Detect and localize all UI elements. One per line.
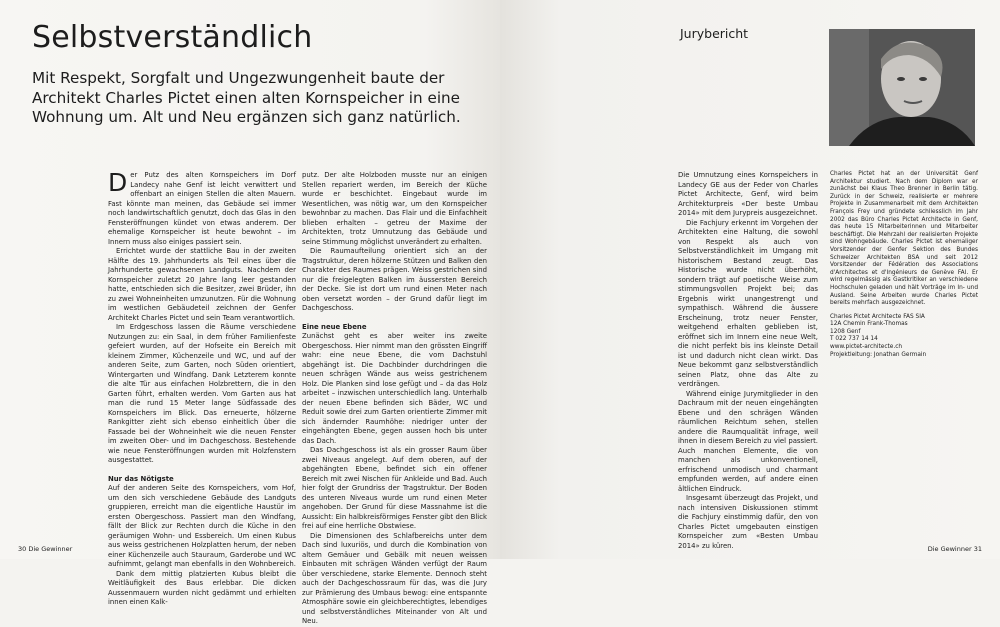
paragraph (108, 168, 296, 247)
paragraph: Im Erdgeschoss lassen die Räume verschiedene Nutzungen zu: ein Saal, in dem früher Familienfeste gefeiert wurden, auf der Hofseite ein Bereich mit kleinem Zimmer, Küchenzeile und WC, und auf der anderen Seite, zum Garten, noch Süden orientiert, Wintergarten und Windfang. Dank Letzterem konnte die alte Tür aus einfachen Holzbrettern, die in den Garten führt, erhalten werden. Vom Garten aus hat man die rund 15 Meter lange Südfassade des Kornspeichers im Blick. Das erneuerte, hölzerne Rankgitter zieht sich ebenso einheitlich über die Fassade bei der Wohneinheit wie die neuen Fenster im zweiten Ober- und im Dachgeschoss. Bestehende wie neue Fensteröffnungen wurden mit Holzfenstern ausgestattet. (108, 323, 296, 464)
jury-text-column (678, 171, 818, 551)
spacer (108, 466, 296, 471)
phone-line: T 022 737 14 14 (830, 336, 878, 343)
text-column-1 (108, 168, 296, 608)
address-line: 1208 Genf (830, 328, 861, 335)
page-footer-right: Die Gewinner 31 (927, 545, 982, 553)
paragraph: Das Dachgeschoss ist als ein grosser Raum über zwei Niveaus angelegt. Auf dem oberen, auf der abgehängten Ebene, befindet sich ein offener Bereich mit zwei Nischen für Ankleide und Bad. Auch hier folgt der Grundriss der Tragstruktur. Der Boden des unteren Niveaus wurde um rund einen Meter angehoben. Der Grund für diese Massnahme ist die Aussicht: Ein halbkreisförmiges Fenster gibt den Blick frei auf eine herrliche Obstwiese. (302, 446, 487, 530)
bio-paragraph: Charles Pictet hat an der Universität Genf Architektur studiert. Nach dem Diplom war er zunächst bei Klaus Theo Brenner in Berlin tätig. Zurück in der Schweiz, realisierte er mehrere Projekte in Zusammenarbeit mit dem Architekten François Frey und gründete schliesslich im Jahr 2002 das Büro Charles Pictet Architecte in Genf, das heute 15 Mitarbeiterinnen und Mitarbeiter beschäftigt. Die Mehrzahl der realisierten Projekte sind Wohngebäude. Charles Pictet ist ehemaliger Vorsitzender der Genfer Sektion des Bundes Schweizer Architekten BSA und seit 2012 Vorsitzender der Fédération des Associations d'Architectes et d'Ingénieurs de Genève FAI. Er wird regelmässig als Gastkritiker an verschiedene Hochschulen geladen und hält Vorträge im In- und Ausland. Seine Arbeiten wurde Charles Pictet bereits mehrfach ausgezeichnet. (830, 171, 978, 307)
right-page (500, 0, 1000, 559)
spacer (302, 314, 487, 319)
project-lead-line: Projektleitung: Jonathan Germain (830, 351, 927, 358)
text-column-2 (302, 171, 487, 627)
address-block (830, 314, 978, 360)
paragraph: putz. Der alte Holzboden musste nur an einigen Stellen repariert werden, im Bereich der Küche wurde er beschichtet. Eingebaut wurde im Wesentlichen, was nötig war, um den Kornspeicher bewohnbar zu machen. Das Flair und die Einfachheit blieben erhalten – getreu der Maxime der Architekten, trotz Umnutzung das Gebäude und seine Stimmung möglichst unverändert zu erhalten. (302, 171, 487, 246)
drop-cap: D (108, 168, 128, 197)
paragraph: Auf der anderen Seite des Kornspeichers, vom Hof, um den sich verschiedene Gebäude des Landguts gruppieren, erreicht man die eigentliche Haustür im ersten Obergeschoss. Passiert man den Windfang, fällt der Blick zur Rechten durch die Küche in den geräumigen Wohn- und Essbereich. Um einen Kubus aus weiss gestrichenen Holzplatten herum, der neben einer Küchenzeile auch Stauraum, Garderobe und WC aufnimmt, gelangt man ebenfalls in den Wohnbereich. (108, 484, 296, 568)
website-link[interactable]: www.pictet-architecte.ch (830, 344, 903, 351)
left-page (0, 0, 500, 625)
paragraph: Die Raumaufteilung orientiert sich an der Tragstruktur, deren hölzerne Stützen und Balken den Charakter des Raumes prägen. Weiss gestrichen sind nur die freigelegten Balken im äussersten Bereich der Decke. Sie ist dort um rund einen Meter nach oben versetzt worden – der Grund dafür liegt im Dachgeschoss. (302, 247, 487, 312)
paragraph: Zunächst geht es aber weiter ins zweite Obergeschoss. Hier nimmt man den grössten Eingriff wahr: eine neue Ebene, die vom Dachstuhl abgehängt ist. Die Dachbinder durchdringen die neuen schrägen Wände aus weiss gestrichenem Holz. Die Planken sind lose gefügt und – da das Holz arbeitet – inzwischen unterschiedlich lang. Unterhalb der neuen Ebene befinden sich Bäder, WC und Reduit sowie drei zum Garten orientierte Zimmer mit sich ändernder Raumhöhe: niedriger unter der eingehängten Ebene, gegen aussen hoch bis unter das Dach. (302, 332, 487, 445)
subheading: Nur das Nötigste (108, 474, 174, 483)
address-line: Charles Pictet Architecte FAS SIA (830, 313, 925, 320)
jury-heading: Jurybericht (680, 26, 749, 41)
paragraph: Die Dimensionen des Schlafbereichs unter dem Dach sind luxuriös, und durch die Kombination von altem Gemäuer und Gebälk mit neuen weissen Einbauten mit schrägen Wänden verfügt der Raum über verschiedene, starke Elemente. Dennoch steht auch der Dachgeschossraum für das, was die Jury zur Prämierung des Umbaus bewog: eine entspannte Atmosphäre sowie ein gleichberechtigtes, lebendiges und selbstverständliches Miteinander von Alt und Neu. (302, 531, 487, 625)
article-lead: Mit Respekt, Sorgfalt und Ungezwungenheit baute der Architekt Charles Pictet einen alten Kornspeicher in eine Wohnung um. Alt und Neu ergänzen sich ganz natürlich. (32, 69, 461, 126)
paragraph-text: er Putz des alten Kornspeichers im Dorf Landecy nahe Genf ist leicht verwittert und offenbart an einigen Stellen die alten Mauern. Fast könnte man meinen, das Gebäude sei immer noch landwirtschaftlich genutzt, doch das Glas in den Fensteröffnungen kündet von etwas anderem. Der ehemalige Kornspeicher ist heute bewohnt – im Innern muss also einiges passiert sein. (108, 171, 296, 246)
portrait-photo (829, 29, 975, 146)
paragraph: Dank dem mittig platzierten Kubus bleibt die Weitläufigkeit des Baus erlebbar. Die dicken Aussenmauern wurden nicht gedämmt und erhielten innen einen Kalk- (108, 569, 296, 606)
portrait-image (829, 29, 975, 146)
paragraph: Die Fachjury erkennt im Vorgehen der Architekten eine Haltung, die sowohl von Respekt als auch von Selbstverständlichkeit im Umgang mit historischem Bestand zeugt. Das Historische wurde nicht überhöht, sondern trägt auf poetische Weise zum stimmungsvollen Projekt bei; das Ergebnis wirkt unangestrengt und sympathisch. Während die äussere Erscheinung, trotz neuer Fenster, weitgehend erhalten geblieben ist, eröffnet sich im Innern eine neue Welt, die nicht perfekt bis ins kleinste Detail ist und dadurch nicht clean wirkt. Das Neue bekommt ganz selbstverständlich seinen Platz, ohne das Alte zu verdrängen. (678, 218, 818, 388)
paragraph: Während einige Jurymitglieder in den Dachraum mit der neuen eingehängten Ebene und den schrägen Wänden räumlichen Reichtum sehen, stellen andere die Raumqualität infrage, weil ihnen in diesem Bereich zu viel passiert. Auch manchen Elemente, die von manchen als unkonventionell, erfrischend unmodisch und charmant empfunden werden, auf andere einen ältlichen Eindruck. (678, 389, 818, 493)
article-title: Selbstverständlich (32, 20, 313, 55)
subheading: Eine neue Ebene (302, 322, 367, 331)
address-line: 12A Chemin Frank-Thomas (830, 321, 908, 328)
paragraph: Die Umnutzung eines Kornspeichers in Landecy GE aus der Feder von Charles Pictet Architecte, Genf, wird beim Architekturpreis «Der beste Umbau 2014» mit dem Jurypreis ausgezeichnet. (678, 171, 818, 217)
paragraph: Errichtet wurde der stattliche Bau in der zweiten Hälfte des 19. Jahrhunderts als Teil eines über die Jahrhunderte gewachsenen Landguts. Nachdem der Kornspeicher zuletzt 20 Jahre lang leer gestanden hatte, entschieden sich die Besitzer, zwei Brüder, ihn zu zwei Wohneinheiten umzunutzen. Für die Wohnung im westlichen Gebäudeteil zeichnen der Genfer Architekt Charles Pictet und sein Team verantwortlich. (108, 247, 296, 322)
page-footer-left: 30 Die Gewinner (18, 545, 73, 553)
architect-bio-column (830, 171, 978, 359)
paragraph: Insgesamt überzeugt das Projekt, und nach intensiven Diskussionen stimmt die Fachjury einstimmig dafür, den von Charles Pictet umgebauten einstigen Kornspeicher zum «Besten Umbau 2014» zu küren. (678, 494, 818, 550)
